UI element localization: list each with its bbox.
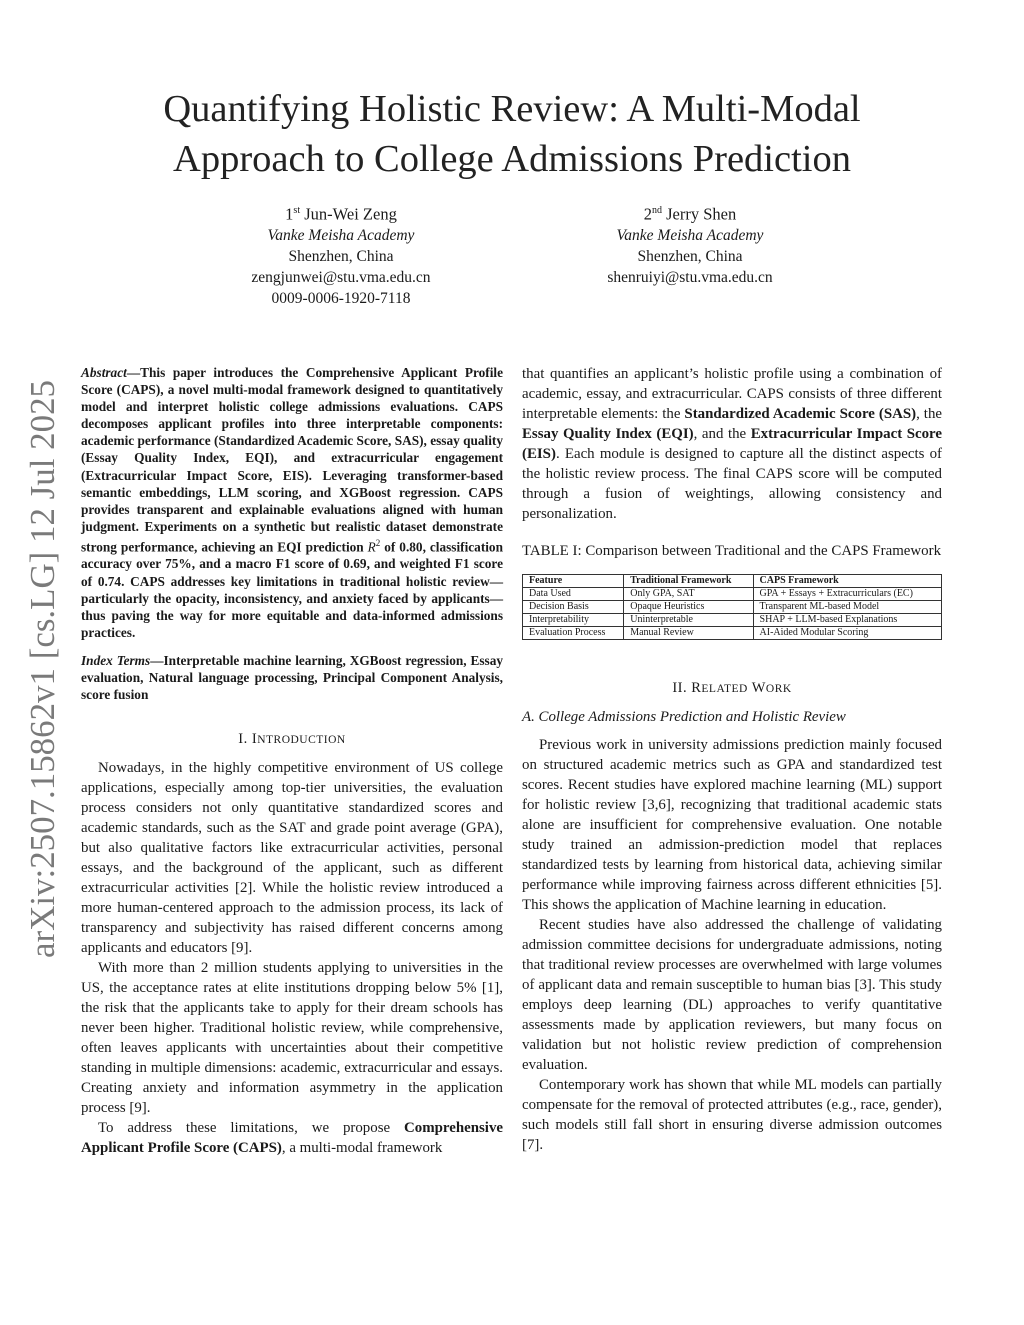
table-header-cell: Feature: [523, 575, 624, 588]
author-name-text: Jun-Wei Zeng: [304, 204, 397, 224]
author-name: [191, 200, 491, 225]
section-numeral: II.: [672, 680, 688, 696]
table-row: [523, 588, 942, 601]
arxiv-stamp: [8, 378, 70, 963]
author-email[interactable]: zengjunwei@stu.vma.edu.cn: [251, 268, 431, 286]
author-affiliation: Vanke Meisha Academy: [267, 226, 415, 244]
index-terms-dash: —: [150, 652, 164, 668]
table-cell: Only GPA, SAT: [624, 588, 753, 601]
abstract-label: Abstract: [81, 365, 127, 380]
left-column: [81, 364, 503, 1158]
section-heading-introduction: [81, 729, 503, 750]
paper-title: Quantifying Holistic Review: A Multi-Modal Approach to College Admissions Prediction: [163, 88, 861, 180]
table-cell: Decision Basis: [523, 601, 624, 614]
section-heading-related-work: [522, 678, 942, 699]
section-numeral: I.: [238, 731, 248, 748]
table-header-cell: Traditional Framework: [624, 575, 753, 588]
related-paragraph-1: Previous work in university admissions prediction mainly focused on structured academic metrics such as GPA and standardized test scores. Recent studies have explored machine learning (ML) support for holistic review [3,6], recognizing that traditional academic stats alone are insufficient for comprehensive evaluation. One notable study trained an admission-prediction model that replaces standardized tests by learning from historical data, achieving similar performance while improving fairness across different ethnicities [5]. This shows the application of Machine learning in education.: [522, 737, 942, 913]
author-orcid: 0009-0006-1920-7118: [271, 289, 411, 307]
intro-cont-text: , the: [916, 406, 942, 422]
intro-paragraph-3: [81, 1118, 503, 1158]
r-squared-exponent: 2: [375, 537, 381, 548]
intro-paragraph-1: Nowadays, in the highly competitive environment of US college applications, especially among top-tier universities, the evaluation process considers not only quantitative standardized scores and academic standards, such as the SAT and grade point average (GPA), but also qualitative factors like extracurricular activities, personal essays, and the background of the applicant, such as different extracurricular activities [2]. While the holistic review introduced a more human-centered approach to the admission process, its lack of transparency and subjectivity has raised different concerns among applicants and educators [9].: [81, 760, 503, 957]
sas-term: Standardized Academic Score (SAS): [684, 406, 917, 422]
intro-p3-bold: Comprehensive Applicant Profile Score (CAPS): [81, 1120, 503, 1157]
table-cell: Data Used: [523, 588, 624, 601]
eqi-term: Essay Quality Index (EQI): [522, 426, 694, 442]
right-column: [522, 364, 942, 1155]
table-cell: Opaque Heuristics: [624, 601, 753, 614]
section-title-initial: W: [751, 680, 766, 696]
table-cell: GPA + Essays + Extracurriculars (EC): [753, 588, 941, 601]
table-caption: TABLE I: Comparison between Traditional and the CAPS Framework: [522, 543, 942, 559]
abstract-text-continued: of 0.80, classification accuracy over 75%, and a macro F1 score of 0.69, and weighted F1 score of 0.74. CAPS addresses key limitations in traditional holistic review—particularly the opacity, inconsistency, and anxiety faced by applicants—thus paving the way for more equitable and data-informed admissions practices.: [81, 539, 503, 640]
table-row: [523, 627, 942, 640]
intro-p3-text: To address these limitations, we propose: [98, 1120, 404, 1137]
author-ordinal: 1: [285, 204, 294, 224]
arxiv-stamp-svg: [8, 378, 70, 963]
table-cell: AI-Aided Modular Scoring: [753, 627, 941, 640]
table-row: [523, 614, 942, 627]
author-block-1: [191, 200, 491, 309]
section-title-rest: ORK: [765, 683, 792, 695]
intro-continuation: [522, 364, 942, 524]
intro-cont-text: that quantifies an applicant’s holistic profile using a combination of academic, essay, and extracurricular. CAPS consists of three different interpretable elements: the: [522, 366, 942, 422]
intro-p3-text-after: , a multi-modal framework: [281, 1140, 443, 1157]
author-location: Shenzhen, China: [288, 247, 394, 265]
subsection-heading: A. College Admissions Prediction and Holistic Review: [522, 709, 846, 725]
author-ordinal-suffix: st: [293, 205, 301, 216]
index-terms-label: Index Terms: [81, 652, 151, 668]
author-affiliation: Vanke Meisha Academy: [616, 226, 764, 244]
author-block-2: [540, 200, 840, 288]
arxiv-id-text: arXiv:2507.15862v1 [cs.LG] 12 Jul 2025: [24, 386, 62, 958]
related-paragraph-3: Contemporary work has shown that while ML models can partially compensate for the removal of protected attributes (e.g., race, gender), such models still fall short in ensuring diverse admission outcomes [7].: [522, 1077, 942, 1153]
abstract: [81, 364, 503, 641]
table-header-row: [523, 575, 942, 588]
section-title-rest: NTRODUCTION: [257, 734, 346, 747]
author-ordinal: 2: [643, 204, 652, 224]
table-cell: Transparent ML-based Model: [753, 601, 941, 614]
abstract-text: This paper introduces the Comprehensive Applicant Profile Score (CAPS), a novel multi-modal framework designed to quantitatively model and interpret holistic college admissions evaluations. CAPS decomposes applicant profiles into three interpretable components: academic performance (Standardized Academic Score, SAS), essay quality (Essay Quality Index, EQI), and extracurricular engagement (Extracurricular Impact Score, EIS). Leveraging transformer-based semantic embeddings, LLM scoring, and XGBoost regression. CAPS provides transparent and explainable evaluations aligned with human judgment. Experiments on a synthetic but realistic dataset demonstrate strong performance, achieving an EQI prediction: [81, 365, 503, 555]
comparison-table: [522, 574, 942, 640]
eis-term: Extracurricular Impact Score (EIS): [522, 426, 942, 462]
table-cell: Evaluation Process: [523, 627, 624, 640]
r-squared-symbol: R: [367, 539, 376, 555]
author-name: [540, 200, 840, 225]
table-cell: Interpretability: [523, 614, 624, 627]
table-row: [523, 601, 942, 614]
index-terms-text: Interpretable machine learning, XGBoost regression, Essay evaluation, Natural language processing, Principal Component Analysis, score fusion: [81, 652, 504, 703]
intro-paragraph-2: With more than 2 million students applying to universities in the US, the acceptance rates at elite institutions dropping below 5% [1], the risk that the applicants take to apply for their dream schools has never been higher. Traditional holistic review, while comprehensive, often leaves applicants with uncertainties about their competitive standing in multiple dimensions: academic, extracurricular and essays. Creating anxiety and information asymmetry in the application process [9].: [81, 960, 503, 1117]
intro-cont-text: . Each module is designed to capture all the distinct aspects of the holistic review process. The final CAPS score will be computed through a fusion of weightings, allowing consistency and personalization.: [522, 446, 942, 522]
index-terms: [81, 652, 503, 703]
author-email[interactable]: shenruiyi@stu.vma.edu.cn: [607, 268, 773, 286]
abstract-dash: —: [126, 365, 141, 380]
table-cell: SHAP + LLM-based Explanations: [753, 614, 941, 627]
author-ordinal-suffix: nd: [652, 205, 662, 216]
intro-cont-text: , and the: [693, 426, 751, 442]
section-title-rest: ELATED: [701, 683, 748, 695]
author-location: Shenzhen, China: [637, 247, 743, 265]
table-cell: Uninterpretable: [624, 614, 753, 627]
table-cell: Manual Review: [624, 627, 753, 640]
author-name-text: Jerry Shen: [666, 204, 737, 224]
section-title-initial: R: [691, 680, 702, 696]
table-header-cell: CAPS Framework: [753, 575, 941, 588]
section-title-initial: I: [251, 731, 258, 748]
related-paragraph-2: Recent studies have also addressed the challenge of validating admission committee decisions for undergraduate admissions, noting that traditional review processes are overwhelmed with large volumes of applicant data and remain susceptible to human bias [3]. This study employs deep learning (DL) approaches to verify quantitative assessments made by application reviewers, but many focus on validation but not holistic review prediction of comprehension evaluation.: [522, 917, 942, 1073]
